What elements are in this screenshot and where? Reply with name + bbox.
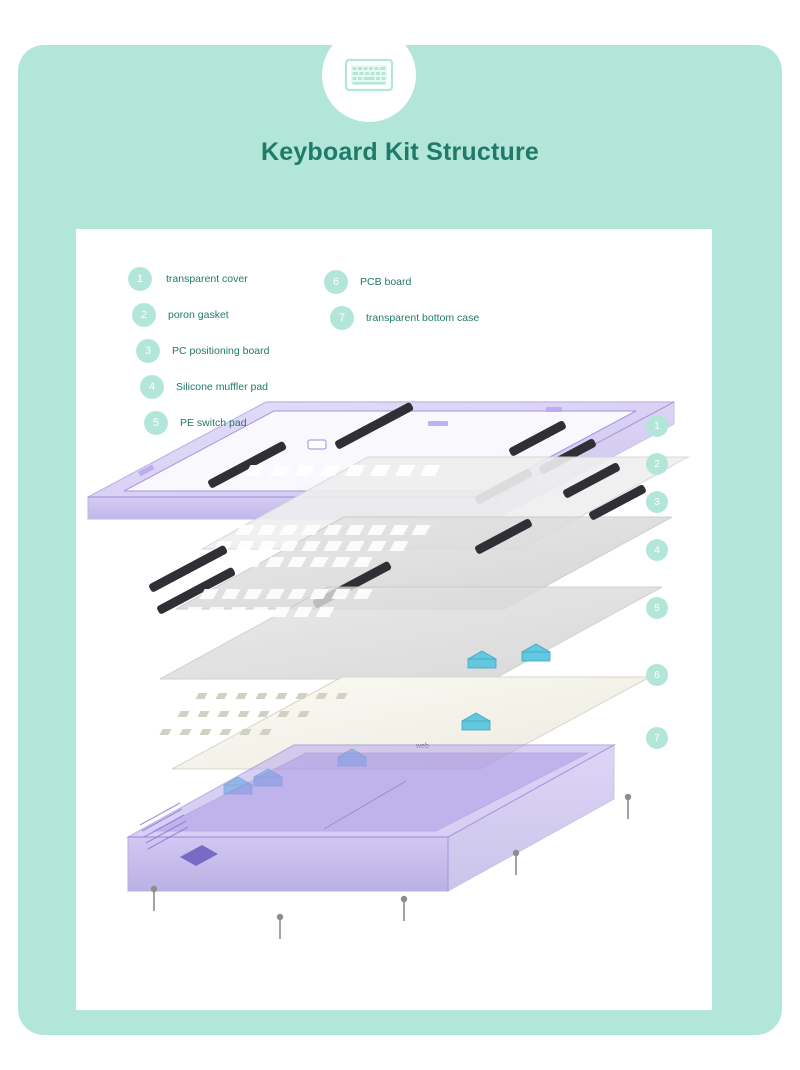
legend-column-right <box>324 270 479 342</box>
legend-number-1: 1 <box>128 267 152 291</box>
callout-7: 7 <box>646 727 668 749</box>
legend-column-left <box>128 267 269 447</box>
callout-2: 2 <box>646 453 668 475</box>
callout-1: 1 <box>646 415 668 437</box>
legend-item-3[interactable] <box>136 339 269 363</box>
legend-label-6: PCB board <box>360 276 412 288</box>
legend-item-6[interactable] <box>324 270 479 294</box>
diagram-panel <box>76 229 712 1010</box>
callout-4: 4 <box>646 539 668 561</box>
legend-label-2: poron gasket <box>168 309 229 321</box>
legend-item-5[interactable] <box>144 411 269 435</box>
legend-label-1: transparent cover <box>166 273 248 285</box>
legend-item-2[interactable] <box>132 303 269 327</box>
legend-number-4: 4 <box>140 375 164 399</box>
legend-item-4[interactable] <box>140 375 269 399</box>
callout-5: 5 <box>646 597 668 619</box>
keyboard-icon <box>343 55 395 95</box>
callout-6: 6 <box>646 664 668 686</box>
page-title: Keyboard Kit Structure <box>260 138 540 166</box>
legend-number-7: 7 <box>330 306 354 330</box>
badge-circle <box>322 28 416 122</box>
legend-number-5: 5 <box>144 411 168 435</box>
legend-number-2: 2 <box>132 303 156 327</box>
legend-label-3: PC positioning board <box>172 345 270 357</box>
legend-label-4: Silicone muffler pad <box>176 381 269 393</box>
legend-number-3: 3 <box>136 339 160 363</box>
legend-label-7: transparent bottom case <box>366 312 480 324</box>
legend-label-5: PE switch pad <box>180 417 247 429</box>
legend-item-1[interactable] <box>128 267 269 291</box>
legend-number-6: 6 <box>324 270 348 294</box>
callout-3: 3 <box>646 491 668 513</box>
legend-item-7[interactable] <box>330 306 479 330</box>
